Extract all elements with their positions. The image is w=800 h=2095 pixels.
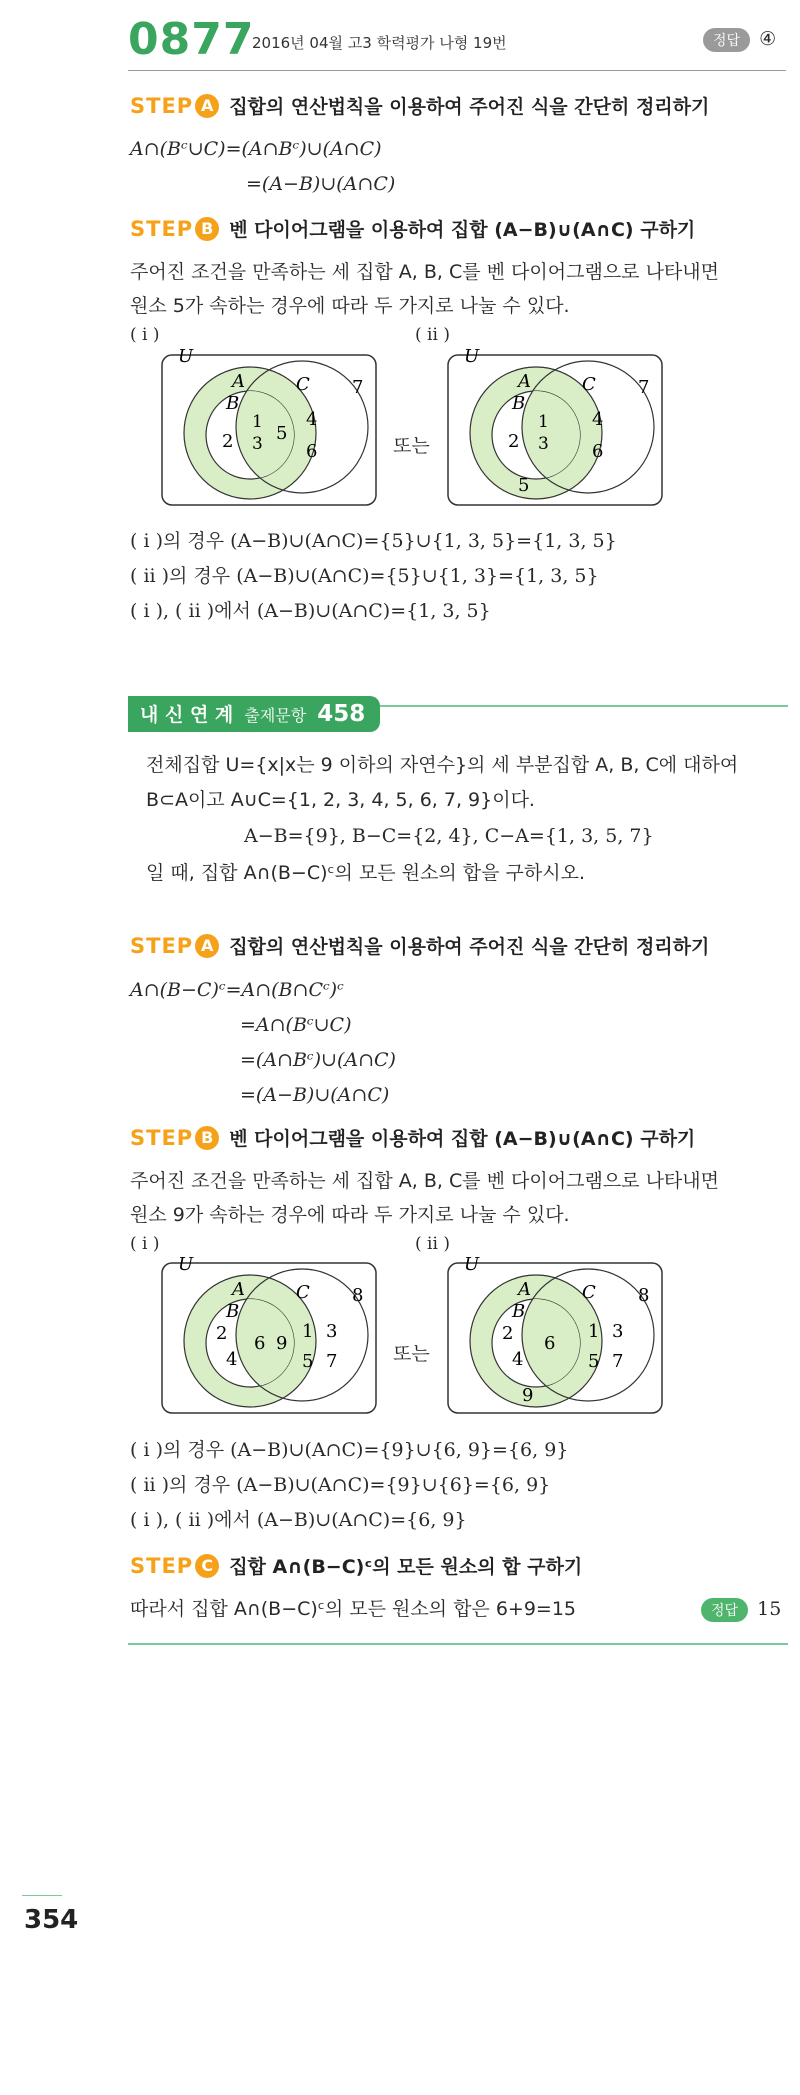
result-line: ( i ), ( ii )에서 (A−B)∪(A∩C)={6, 9} — [130, 1509, 467, 1531]
element: 5 — [276, 423, 288, 444]
explanation-text: 원소 5가 속하는 경우에 따라 두 가지로 나눌 수 있다. — [130, 295, 570, 317]
label-B: B — [226, 1301, 240, 1322]
label-A: A — [518, 371, 531, 392]
answer-badge: 정답 — [701, 1598, 748, 1622]
element: 7 — [326, 1351, 338, 1372]
element: 5 — [518, 475, 530, 496]
banner — [128, 696, 380, 732]
element: 2 — [222, 431, 234, 452]
element: 8 — [352, 1285, 364, 1306]
element: 6 — [544, 1333, 556, 1354]
element: 2 — [502, 1323, 514, 1344]
answer-value: ④ — [759, 28, 777, 50]
banner-number: 458 — [317, 701, 366, 727]
problem-text: 일 때, 집합 A∩(B−C)ᶜ의 모든 원소의 합을 구하시오. — [146, 862, 586, 884]
venn-diagram-case-1 — [160, 1253, 380, 1418]
case-label: ( ii ) — [415, 1234, 450, 1254]
banner-middle: 출제문항 — [244, 706, 307, 725]
element: 8 — [638, 1285, 650, 1306]
equation-line: =(A−B)∪(A∩C) — [246, 173, 396, 195]
step-c-heading: STEP C 집합 A∩(B−C)ᶜ의 모든 원소의 합 구하기 — [130, 1554, 583, 1578]
element: 4 — [306, 409, 318, 430]
element: 3 — [252, 434, 263, 454]
label-A: A — [232, 1279, 245, 1300]
element: 5 — [302, 1351, 314, 1372]
element: 3 — [326, 1321, 338, 1342]
element: 1 — [302, 1321, 314, 1342]
label-C: C — [296, 374, 310, 395]
section-end-divider — [128, 1643, 788, 1645]
label-B: B — [512, 393, 526, 414]
label-C: C — [582, 1282, 596, 1303]
label-U: U — [464, 346, 480, 367]
venn-diagram-case-1 — [160, 345, 380, 510]
problem-source: 2016년 04월 고3 학력평가 나형 19번 — [252, 34, 507, 52]
element: 5 — [588, 1351, 600, 1372]
label-B: B — [226, 393, 240, 414]
element: 7 — [612, 1351, 624, 1372]
element: 3 — [612, 1321, 624, 1342]
step-a-heading: STEP A 집합의 연산법칙을 이용하여 주어진 식을 간단히 정리하기 — [130, 934, 710, 958]
step-b-heading: STEP B 벤 다이어그램을 이용하여 집합 (A−B)∪(A∩C) 구하기 — [130, 1126, 696, 1150]
answer-header — [703, 28, 776, 52]
label-A: A — [518, 1279, 531, 1300]
label-U: U — [178, 346, 194, 367]
label-U: U — [464, 1254, 480, 1275]
explanation-text: 주어진 조건을 만족하는 세 집합 A, B, C를 벤 다이어그램으로 나타내면 — [130, 1170, 719, 1192]
equation-line: A∩(Bᶜ∪C)=(A∩Bᶜ)∪(A∩C) — [130, 138, 382, 160]
label-C: C — [296, 1282, 310, 1303]
element: 2 — [216, 1323, 228, 1344]
banner-prefix: 내 신 연 계 — [140, 704, 234, 726]
element: 9 — [276, 1333, 288, 1354]
venn-diagram-case-2 — [446, 1253, 666, 1418]
element: 7 — [638, 377, 650, 398]
element: 2 — [508, 431, 520, 452]
equation-line: =(A−B)∪(A∩C) — [240, 1084, 390, 1106]
case-label: ( i ) — [130, 1234, 160, 1254]
final-answer — [701, 1598, 781, 1622]
problem-number: 0877 — [128, 14, 255, 65]
final-answer-text: 따라서 집합 A∩(B−C)ᶜ의 모든 원소의 합은 6+9=15 — [130, 1598, 577, 1620]
element: 1 — [252, 412, 263, 432]
answer-value: 15 — [757, 1598, 782, 1620]
page-number: 354 — [24, 1905, 79, 1935]
element: 3 — [538, 434, 549, 454]
element: 9 — [522, 1385, 534, 1406]
venn-diagram-case-2 — [446, 345, 666, 510]
explanation-text: 원소 9가 속하는 경우에 따라 두 가지로 나눌 수 있다. — [130, 1204, 570, 1226]
case-label: ( i ) — [130, 325, 160, 345]
element: 4 — [512, 1349, 524, 1370]
result-line: ( i )의 경우 (A−B)∪(A∩C)={9}∪{6, 9}={6, 9} — [130, 1439, 569, 1461]
label-U: U — [178, 1254, 194, 1275]
equation-line: =(A∩Bᶜ)∪(A∩C) — [240, 1049, 396, 1071]
result-line: ( ii )의 경우 (A−B)∪(A∩C)={5}∪{1, 3}={1, 3, 5} — [130, 565, 599, 587]
or-text: 또는 — [393, 435, 430, 457]
case-label: ( ii ) — [415, 325, 450, 345]
step-a-heading: STEP A 집합의 연산법칙을 이용하여 주어진 식을 간단히 정리하기 — [130, 94, 710, 118]
problem-text: 전체집합 U={x|x는 9 이하의 자연수}의 세 부분집합 A, B, C에 대하여 — [146, 754, 739, 776]
label-B: B — [512, 1301, 526, 1322]
label-A: A — [232, 371, 245, 392]
or-text: 또는 — [393, 1343, 430, 1365]
equation-line: A∩(B−C)ᶜ=A∩(B∩Cᶜ)ᶜ — [130, 979, 344, 1001]
answer-badge: 정답 — [703, 28, 750, 52]
element: 4 — [592, 409, 604, 430]
element: 6 — [254, 1333, 266, 1354]
element: 6 — [306, 441, 318, 462]
result-line: ( i ), ( ii )에서 (A−B)∪(A∩C)={1, 3, 5} — [130, 600, 491, 622]
element: 6 — [592, 441, 604, 462]
header-divider — [128, 70, 786, 71]
label-C: C — [582, 374, 596, 395]
page-number-rule — [22, 1895, 62, 1896]
element: 1 — [538, 412, 549, 432]
element: 4 — [226, 1349, 238, 1370]
explanation-text: 주어진 조건을 만족하는 세 집합 A, B, C를 벤 다이어그램으로 나타내면 — [130, 261, 719, 283]
problem-text: A−B={9}, B−C={2, 4}, C−A={1, 3, 5, 7} — [244, 825, 654, 847]
equation-line: =A∩(Bᶜ∪C) — [240, 1014, 352, 1036]
result-line: ( ii )의 경우 (A−B)∪(A∩C)={9}∪{6}={6, 9} — [130, 1474, 551, 1496]
result-line: ( i )의 경우 (A−B)∪(A∩C)={5}∪{1, 3, 5}={1, 3, 5} — [130, 530, 617, 552]
element: 1 — [588, 1321, 600, 1342]
problem-text: B⊂A이고 A∪C={1, 2, 3, 4, 5, 6, 7, 9}이다. — [146, 789, 535, 811]
step-b-heading: STEP B 벤 다이어그램을 이용하여 집합 (A−B)∪(A∩C) 구하기 — [130, 217, 696, 241]
element: 7 — [352, 377, 364, 398]
